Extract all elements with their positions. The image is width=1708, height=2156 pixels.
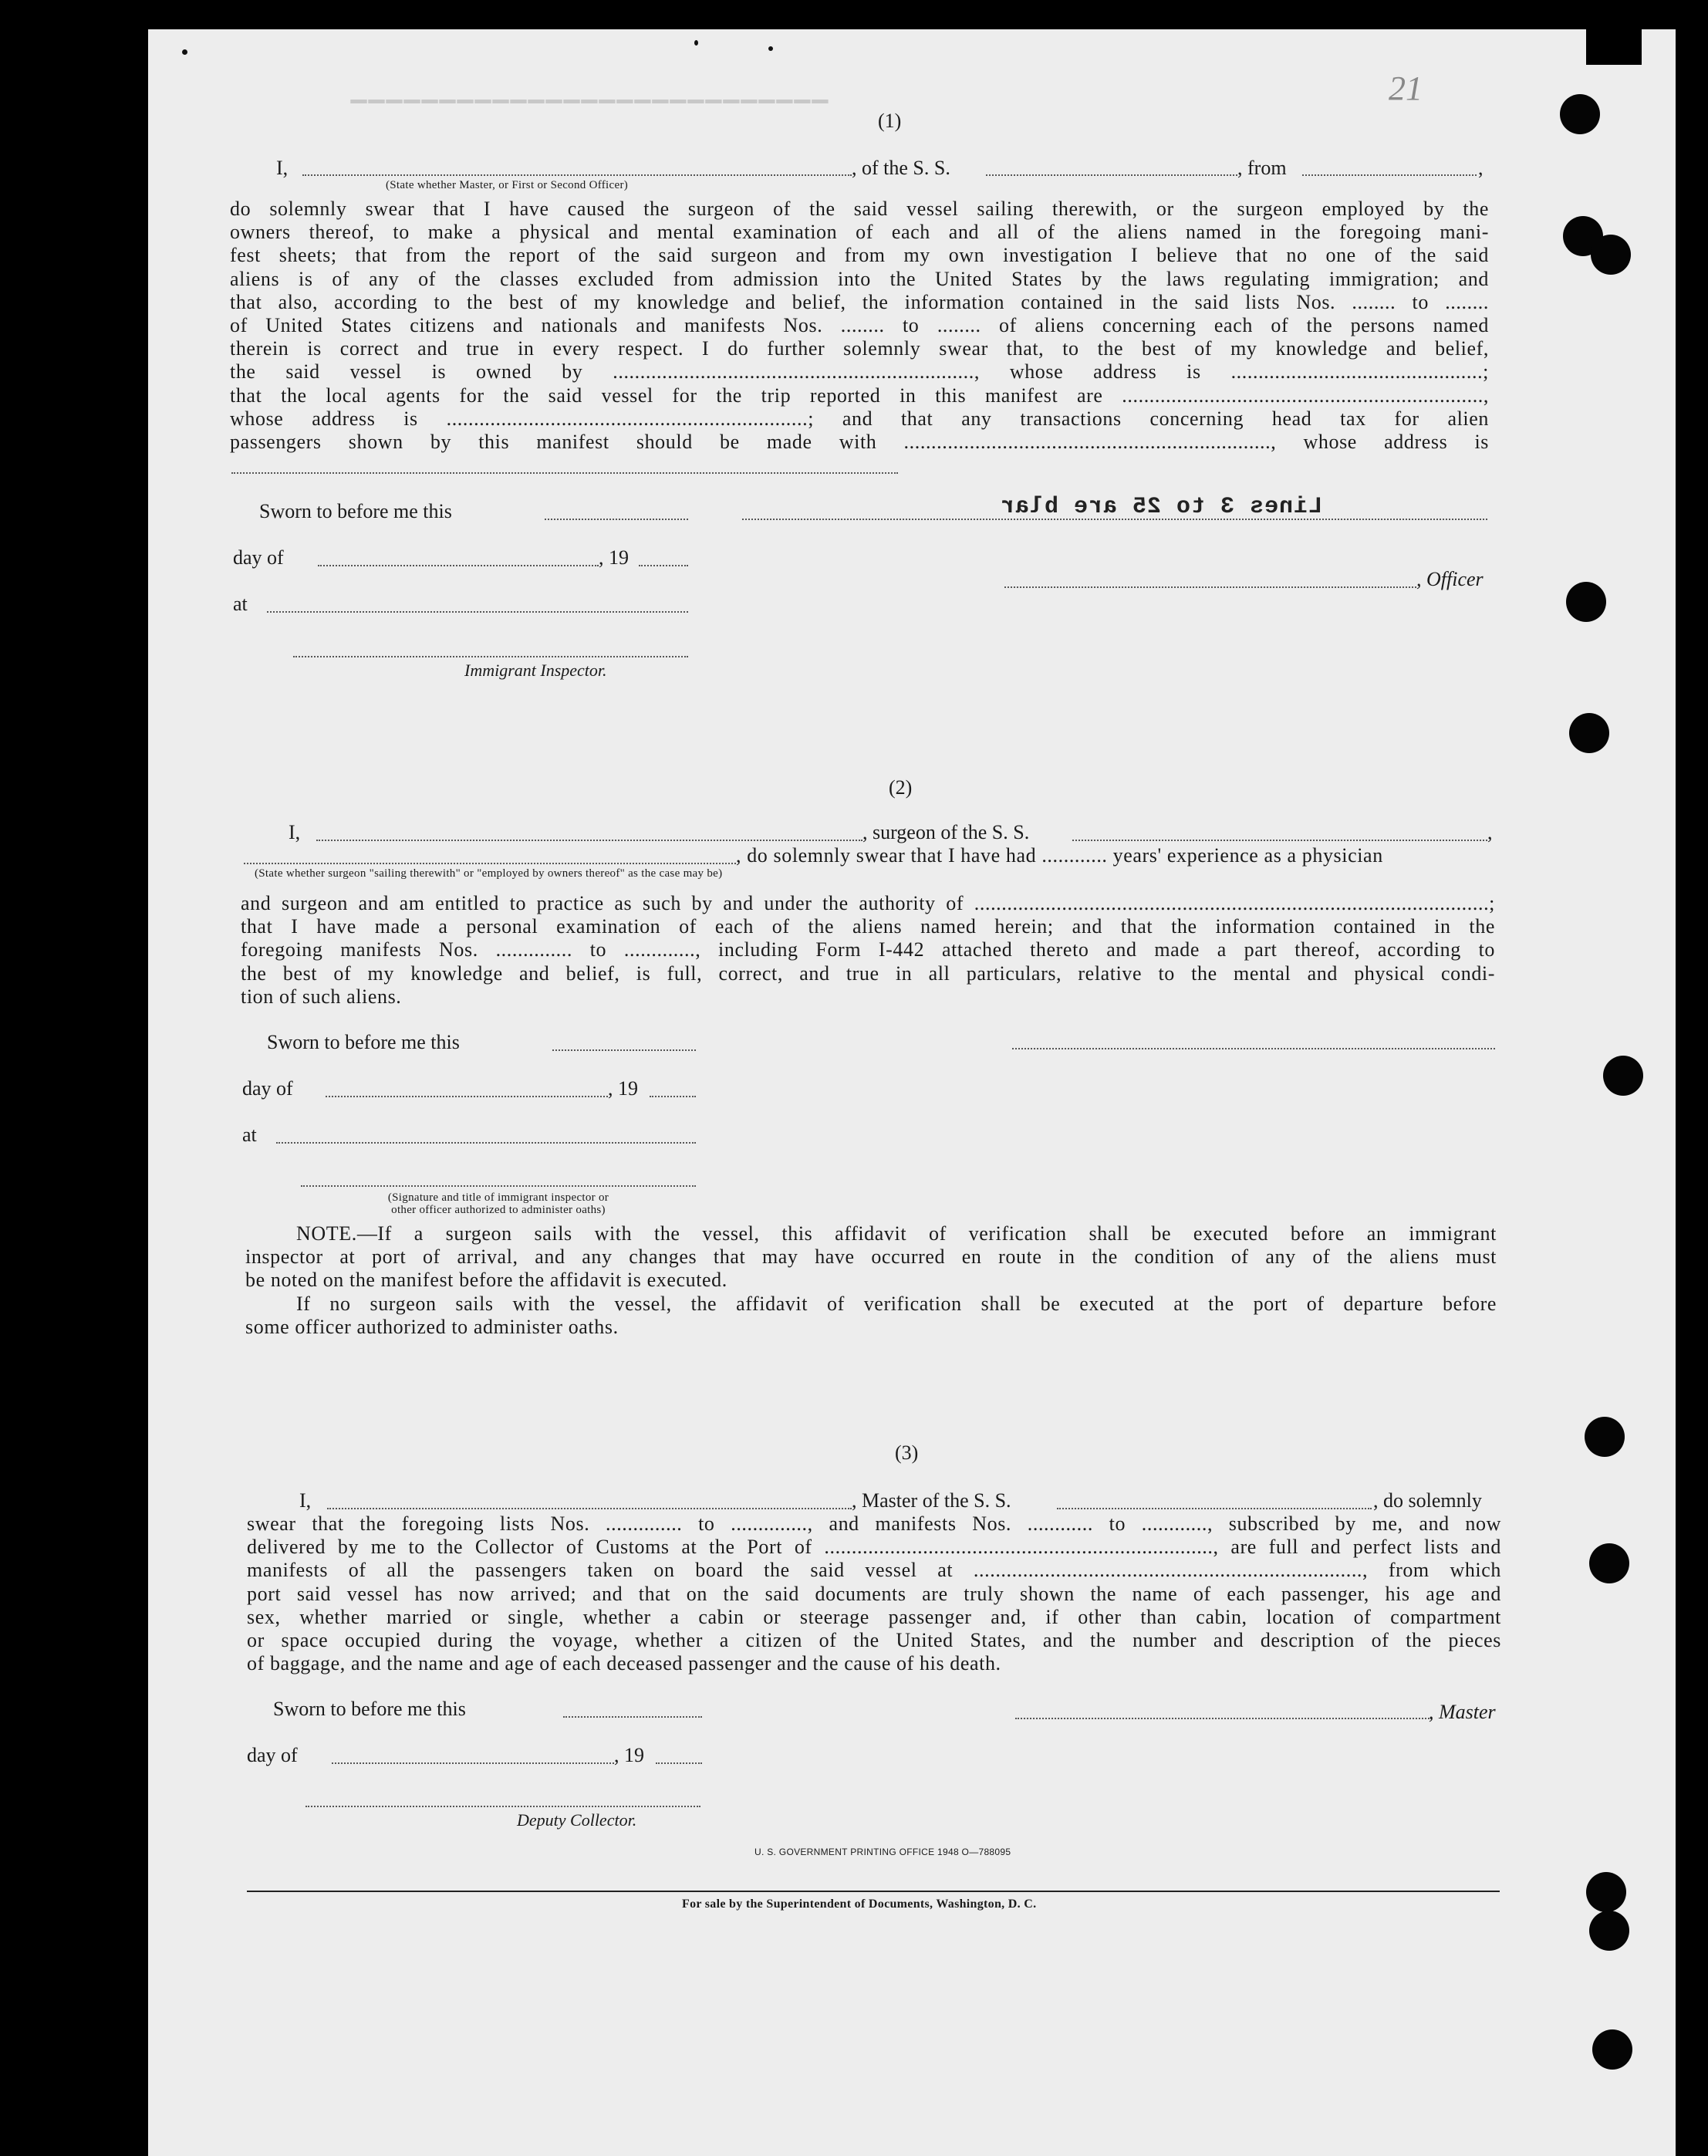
officer-signature-blank [1004,586,1416,588]
note-line: NOTE.—If a surgeon sails with the vessel, this affidavit of verification shall be executed before an immigrant [296,1222,1497,1245]
para-line: sex, whether married or single, whether a cabin or steerage passenger and, if other than cabin, location of compartment [247,1605,1501,1628]
from-port-blank [1302,174,1477,176]
day-blank [332,1762,614,1764]
officer-note: (State whether Master, or First or Second Officer) [386,179,629,191]
vessel-blank [1072,840,1487,841]
stamp-line [742,519,1487,520]
master-label: , Master [1429,1701,1496,1723]
vessel-blank [1057,1508,1372,1509]
punch-hole [1585,1417,1625,1457]
day-of-label: day of [233,546,284,569]
section-number: (2) [889,776,913,799]
sworn-blank [563,1716,702,1718]
sworn-blank [545,519,688,520]
year-blank [656,1762,702,1764]
footer-rule [247,1891,1500,1892]
label-i: I, [276,157,289,179]
bleed-through-text: ▔▔▔▔▔▔▔▔▔▔▔▔▔▔▔▔▔▔▔▔▔▔▔▔▔▔▔ [351,100,830,123]
label-master-ss: , Master of the S. S. [852,1489,1011,1512]
day-blank [326,1096,608,1097]
para-line: that also, according to the best of my knowledge and belief, the information contained in the said lists Nos. ........ to ........ [230,290,1489,313]
para-line: owners thereof, to make a physical and mental examination of each and all of the aliens named in the foregoing mani- [230,221,1489,244]
para-line: aliens is of any of the classes excluded from admission into the United States by the laws regulating immigration; and [230,267,1489,290]
para-line: tion of such aliens. [241,985,402,1008]
typed-stamp-mirrored: Lines 3 to 25 are blar [1000,494,1323,520]
officer-name-blank [302,174,852,176]
corner-black-mark [1586,29,1642,65]
label-i: I, [289,821,301,843]
signature-note: other officer authorized to administer oaths) [391,1204,606,1216]
sworn-label: Sworn to before me this [259,500,452,522]
oath-paragraph-2 [241,892,1495,1009]
note-line: be noted on the manifest before the affidavit is executed. [245,1269,727,1292]
year-blank [639,565,688,566]
oath-paragraph-1 [230,198,1489,454]
inspector-signature-blank [293,656,688,657]
punch-hole [1592,2029,1632,2070]
speck [182,49,187,55]
para-line: delivered by me to the Collector of Customs at the Port of ......................................................................., are full and perfect lists and [247,1536,1501,1559]
collector-signature-blank [305,1806,700,1807]
day-of-label: day of [242,1077,293,1100]
speck [768,46,773,51]
address-blank [231,472,898,474]
day-of-label: day of [247,1744,298,1766]
label-solemnly: , do solemnly [1373,1489,1482,1512]
at-label: at [242,1124,257,1146]
sworn-blank [552,1049,696,1051]
para-line: therein is correct and true in every respect. I do further solemnly swear that, to the best of my knowledge and belief, [230,337,1489,360]
year-label: , 19 [599,546,629,569]
para-line: port said vessel has now arrived; and that on the said documents are truly shown the name of each passenger, his age and [247,1582,1501,1605]
at-blank [276,1142,696,1144]
sworn-label: Sworn to before me this [267,1031,460,1053]
para-line: that I have made a personal examination of each of the aliens named herein; and that the information contained in the [241,915,1495,938]
oath-line: , do solemnly swear that I have had ............ years' experience as a physician [736,844,1383,867]
line-comma: , [1478,157,1484,179]
sworn-label: Sworn to before me this [273,1698,466,1720]
surgeon-type-blank [244,863,736,864]
punch-hole [1603,1056,1643,1096]
para-line: the best of my knowledge and belief, is full, correct, and true in all particulars, relative to the mental and physical condi- [241,961,1495,985]
label-surgeon-ss: , surgeon of the S. S. [862,821,1030,843]
para-line: or space occupied during the voyage, whether a citizen of the United States, and the number and description of the pieces [247,1629,1501,1652]
para-line: swear that the foregoing lists Nos. .............. to .............., and manifests Nos. ............ to ............, subscribed by me, and now [247,1512,1501,1535]
surgeon-note: (State whether surgeon "sailing therewith" or "employed by owners thereof" as the case may be) [255,867,723,880]
punch-hole [1591,235,1631,275]
vessel-name-blank [986,174,1237,176]
note-line: some officer authorized to administer oaths. [245,1315,619,1338]
corner-handwritten-mark: 21 [1389,69,1423,107]
para-line: whose address is ..................................................................; and that any transactions concerning head tax for alien [230,407,1489,430]
para-line: passengers shown by this manifest should be made with ..................................................................., whose address is [230,431,1489,454]
punch-hole [1589,1543,1629,1583]
para-line: the said vessel is owned by .................................................................., whose address is ..............................................; [230,360,1489,384]
master-signature-blank [1015,1718,1432,1719]
year-label: , 19 [608,1077,638,1100]
para-line: fest sheets; that from the report of the said surgeon and from my own investigation I believe that no one of the said [230,244,1489,267]
printing-office-line: U. S. GOVERNMENT PRINTING OFFICE 1948 O—788095 [754,1847,1011,1857]
punch-hole [1560,94,1600,134]
signature-note: (Signature and title of immigrant inspector or [387,1191,609,1204]
label-i: I, [299,1489,312,1512]
master-name-blank [327,1508,852,1509]
inspector-label: Immigrant Inspector. [464,661,607,680]
para-line: of baggage, and the name and age of each deceased passenger and the cause of his death. [247,1652,1001,1675]
para-line: that the local agents for the said vessel for the trip reported in this manifest are .................................................................., [230,384,1489,407]
surgeon-signature-blank [1012,1048,1495,1049]
para-line: of United States citizens and nationals and manifests Nos. ........ to ........ of aliens concerning each of the persons named [230,314,1489,337]
day-blank [318,565,599,566]
at-label: at [233,593,248,615]
inspector-signature-blank [301,1185,696,1187]
at-blank [267,611,688,613]
para-line: manifests of all the passengers taken on board the said vessel at ......................................................................., from which [247,1559,1501,1582]
collector-label: Deputy Collector. [517,1810,637,1830]
year-label: , 19 [614,1744,644,1766]
punch-hole [1589,1911,1629,1951]
punch-hole [1569,713,1609,753]
year-blank [650,1096,696,1097]
surgeon-name-blank [316,840,862,841]
section-number: (3) [895,1441,919,1464]
speck [694,40,698,46]
label-of-ss: , of the S. S. [852,157,950,179]
officer-label: , Officer [1416,568,1484,590]
note-line: If no surgeon sails with the vessel, the affidavit of verification shall be executed at the port of departure before [296,1292,1497,1315]
sale-line: For sale by the Superintendent of Documents, Washington, D. C. [682,1897,1037,1911]
para-line: do solemnly swear that I have caused the surgeon of the said vessel sailing therewith, or the surgeon employed by the [230,198,1489,220]
oath-paragraph-3 [247,1512,1501,1675]
line-comma: , [1487,821,1493,843]
punch-hole [1566,582,1606,622]
para-line: and surgeon and am entitled to practice as such by and under the authority of ..............................................................................................; [241,892,1495,914]
note-line: inspector at port of arrival, and any changes that may have occurred en route in the condition of any of the aliens must [245,1245,1497,1269]
punch-hole [1586,1872,1626,1912]
section-number: (1) [878,110,902,132]
label-from: , from [1237,157,1287,179]
para-line: foregoing manifests Nos. .............. to ............., including Form I-442 attached thereto and made a part thereof, according to [241,938,1495,961]
note-paragraph [245,1222,1497,1339]
